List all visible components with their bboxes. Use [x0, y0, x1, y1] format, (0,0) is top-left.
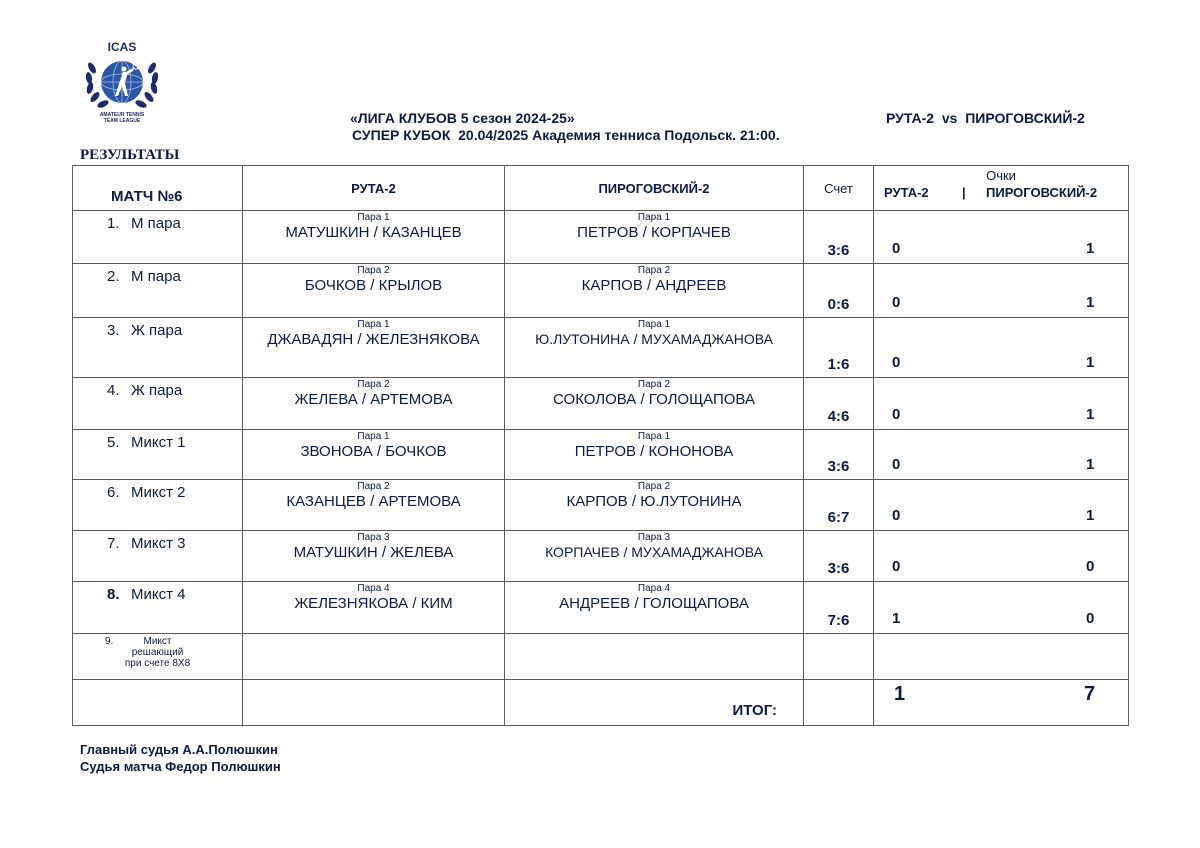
points-team-b: 1: [1086, 456, 1095, 473]
team-b-pair: [505, 582, 804, 634]
match-score: 4:6: [804, 378, 874, 430]
match-category: [73, 378, 243, 430]
match-score: 6:7: [804, 480, 874, 531]
score-header: Счет: [804, 166, 874, 211]
match-category: [73, 582, 243, 634]
team-a-header: РУТА-2: [243, 166, 505, 211]
match-points: [874, 318, 1129, 378]
row-number: 3.: [107, 322, 120, 339]
points-team-b: 0: [1086, 610, 1095, 627]
pair-label: Пара 2: [357, 265, 390, 276]
laurel-tennis-emblem-icon: [82, 52, 162, 114]
table-row: [73, 378, 1129, 430]
decider-category: [73, 634, 243, 680]
match-number: МАТЧ №6: [73, 166, 243, 211]
category-label: Микст 3: [131, 535, 186, 552]
empty-cell: [243, 634, 505, 680]
empty-cell: [73, 680, 243, 726]
pair-names: КАЗАНЦЕВ / АРТЕМОВА: [286, 493, 461, 510]
team-a-pair: [243, 430, 505, 480]
match-points: [874, 531, 1129, 582]
league-title: «ЛИГА КЛУБОВ 5 сезон 2024-25»: [350, 110, 575, 126]
table-row: [73, 582, 1129, 634]
pair-names: СОКОЛОВА / ГОЛОЩАПОВА: [553, 391, 755, 408]
row-number: 5.: [107, 434, 120, 451]
empty-cell: [804, 634, 874, 680]
total-label: ИТОГ:: [732, 702, 777, 719]
row-number: 2.: [107, 268, 120, 285]
category-label: М пара: [131, 268, 181, 285]
pair-names: КАРПОВ / АНДРЕЕВ: [581, 277, 727, 294]
points-team-a: 0: [892, 558, 901, 575]
match-points: [874, 378, 1129, 430]
empty-cell: [874, 634, 1129, 680]
points-header: [874, 166, 1129, 211]
pair-label: Пара 1: [637, 212, 671, 223]
pair-label: Пара 2: [637, 265, 671, 276]
category-label: Микст 1: [131, 434, 186, 451]
match-score: 3:6: [804, 430, 874, 480]
pair-label: Пара 1: [637, 431, 671, 442]
total-label-cell: [505, 680, 804, 726]
points-team-a: 0: [892, 240, 901, 257]
pair-names: АНДРЕЕВ / ГОЛОЩАПОВА: [559, 595, 749, 612]
pair-label: Пара 1: [357, 212, 390, 223]
points-team-b: 1: [1086, 294, 1095, 311]
table-row: [73, 480, 1129, 531]
team-b-pair: [505, 378, 804, 430]
points-team-b: 1: [1086, 240, 1095, 257]
points-team-a: 1: [892, 610, 901, 627]
match-points: [874, 430, 1129, 480]
pair-names: МАТУШКИН / КАЗАНЦЕВ: [285, 224, 462, 241]
chief-judge: Главный судья А.А.Полюшкин: [80, 742, 278, 757]
pair-label: Пара 1: [637, 319, 671, 330]
pair-label: Пара 1: [357, 431, 390, 442]
row-number: 6.: [107, 484, 120, 501]
points-team-a-label: РУТА-2: [884, 185, 929, 200]
match-points: [874, 582, 1129, 634]
pair-label: Пара 2: [357, 481, 390, 492]
row-number: 7.: [107, 535, 120, 552]
pair-names: КАРПОВ / Ю.ЛУТОНИНА: [566, 493, 742, 510]
pair-names: ЖЕЛЕЗНЯКОВА / КИМ: [294, 595, 453, 612]
total-points: [874, 680, 1129, 726]
decider-row: [73, 634, 1129, 680]
empty-cell: [804, 680, 874, 726]
team-a-pair: [243, 582, 505, 634]
pair-names: ЗВОНОВА / БОЧКОВ: [300, 443, 447, 460]
points-team-b: 1: [1086, 406, 1095, 423]
category-label: М пара: [131, 215, 181, 232]
team-a-pair: [243, 211, 505, 264]
pair-names: ДЖАВАДЯН / ЖЕЛЕЗНЯКОВА: [267, 331, 480, 348]
match-category: [73, 480, 243, 531]
pair-label: Пара 3: [637, 532, 671, 543]
pair-label: Пара 2: [357, 379, 390, 390]
match-judge: Судья матча Федор Полюшкин: [80, 759, 281, 774]
row-number: 1.: [107, 215, 120, 232]
match-score: 1:6: [804, 318, 874, 378]
points-team-a: 0: [892, 406, 901, 423]
points-label: Очки: [986, 168, 1016, 183]
pair-names: БОЧКОВ / КРЫЛОВ: [304, 277, 443, 294]
row-number: 9.: [105, 636, 114, 647]
logo-subtitle-line2: TEAM LEAGUE: [103, 118, 141, 124]
pair-names: МАТУШКИН / ЖЕЛЕВА: [293, 544, 454, 561]
logo-title: ICAS: [107, 40, 137, 54]
points-team-b-label: ПИРОГОВСКИЙ-2: [986, 185, 1098, 200]
category-label: Микст 4: [131, 586, 186, 603]
match-category: [73, 531, 243, 582]
pair-names: ПЕТРОВ / КОНОНОВА: [574, 443, 734, 460]
row-number: 8.: [107, 586, 120, 603]
icas-logo: [82, 40, 162, 126]
table-header-row: [73, 166, 1129, 211]
team-a-pair: [243, 264, 505, 318]
team-b-pair: [505, 480, 804, 531]
pair-label: Пара 2: [637, 379, 671, 390]
match-score: 0:6: [804, 264, 874, 318]
team-b-header: ПИРОГОВСКИЙ-2: [505, 166, 804, 211]
points-team-b: 1: [1086, 354, 1095, 371]
pair-label: Пара 2: [637, 481, 671, 492]
row-number: 4.: [107, 382, 120, 399]
pair-label: Пара 3: [357, 532, 390, 543]
team-b-pair: [505, 531, 804, 582]
match-category: [73, 318, 243, 378]
match-category: [73, 211, 243, 264]
category-label: Микст 2: [131, 484, 186, 501]
points-team-a: 0: [892, 294, 901, 311]
points-team-b: 0: [1086, 558, 1095, 575]
match-score: 3:6: [804, 531, 874, 582]
pair-label: Пара 1: [357, 319, 390, 330]
team-b-pair: [505, 264, 804, 318]
category-label: Ж пара: [131, 322, 183, 339]
team-b-pair: [505, 318, 804, 378]
pair-names: ПЕТРОВ / КОРПАЧЕВ: [577, 224, 731, 241]
team-a-pair: [243, 318, 505, 378]
total-team-a: 1: [894, 683, 906, 705]
match-points: [874, 211, 1129, 264]
pair-names: ЖЕЛЕВА / АРТЕМОВА: [294, 391, 453, 408]
points-team-a: 0: [892, 354, 901, 371]
event-subtitle: СУПЕР КУБОК 20.04/2025 Академия тенниса Подольск. 21:00.: [352, 127, 780, 143]
empty-cell: [243, 680, 505, 726]
decider-line3: при счете 8Х8: [124, 658, 191, 669]
table-row: [73, 531, 1129, 582]
category-label: Ж пара: [131, 382, 183, 399]
results-label: РЕЗУЛЬТАТЫ: [80, 147, 180, 163]
total-row: [73, 680, 1129, 726]
points-team-a: 0: [892, 456, 901, 473]
results-table: [72, 165, 1129, 726]
points-separator: |: [962, 185, 966, 200]
decider-line2: решающий: [131, 647, 184, 658]
match-score: 7:6: [804, 582, 874, 634]
points-team-a: 0: [892, 507, 901, 524]
team-b-pair: [505, 211, 804, 264]
team-b-pair: [505, 430, 804, 480]
match-score: 3:6: [804, 211, 874, 264]
table-row: [73, 430, 1129, 480]
logo-subtitle-line1: AMATEUR TENNIS: [99, 112, 145, 118]
total-team-b: 7: [1084, 683, 1096, 705]
points-team-b: 1: [1086, 507, 1095, 524]
team-a-pair: [243, 378, 505, 430]
pair-names: Ю.ЛУТОНИНА / МУХАМАДЖАНОВА: [535, 331, 773, 347]
empty-cell: [505, 634, 804, 680]
table-row: [73, 264, 1129, 318]
team-a-pair: [243, 531, 505, 582]
pair-label: Пара 4: [357, 583, 390, 594]
pair-names: КОРПАЧЕВ / МУХАМАДЖАНОВА: [545, 544, 763, 560]
team-a-pair: [243, 480, 505, 531]
matchup-title: РУТА-2 vs ПИРОГОВСКИЙ-2: [886, 110, 1085, 126]
table-row: [73, 211, 1129, 264]
match-points: [874, 264, 1129, 318]
pair-label: Пара 4: [637, 583, 671, 594]
match-category: [73, 430, 243, 480]
decider-line1: Микст: [143, 636, 172, 647]
match-category: [73, 264, 243, 318]
match-points: [874, 480, 1129, 531]
table-row: [73, 318, 1129, 378]
